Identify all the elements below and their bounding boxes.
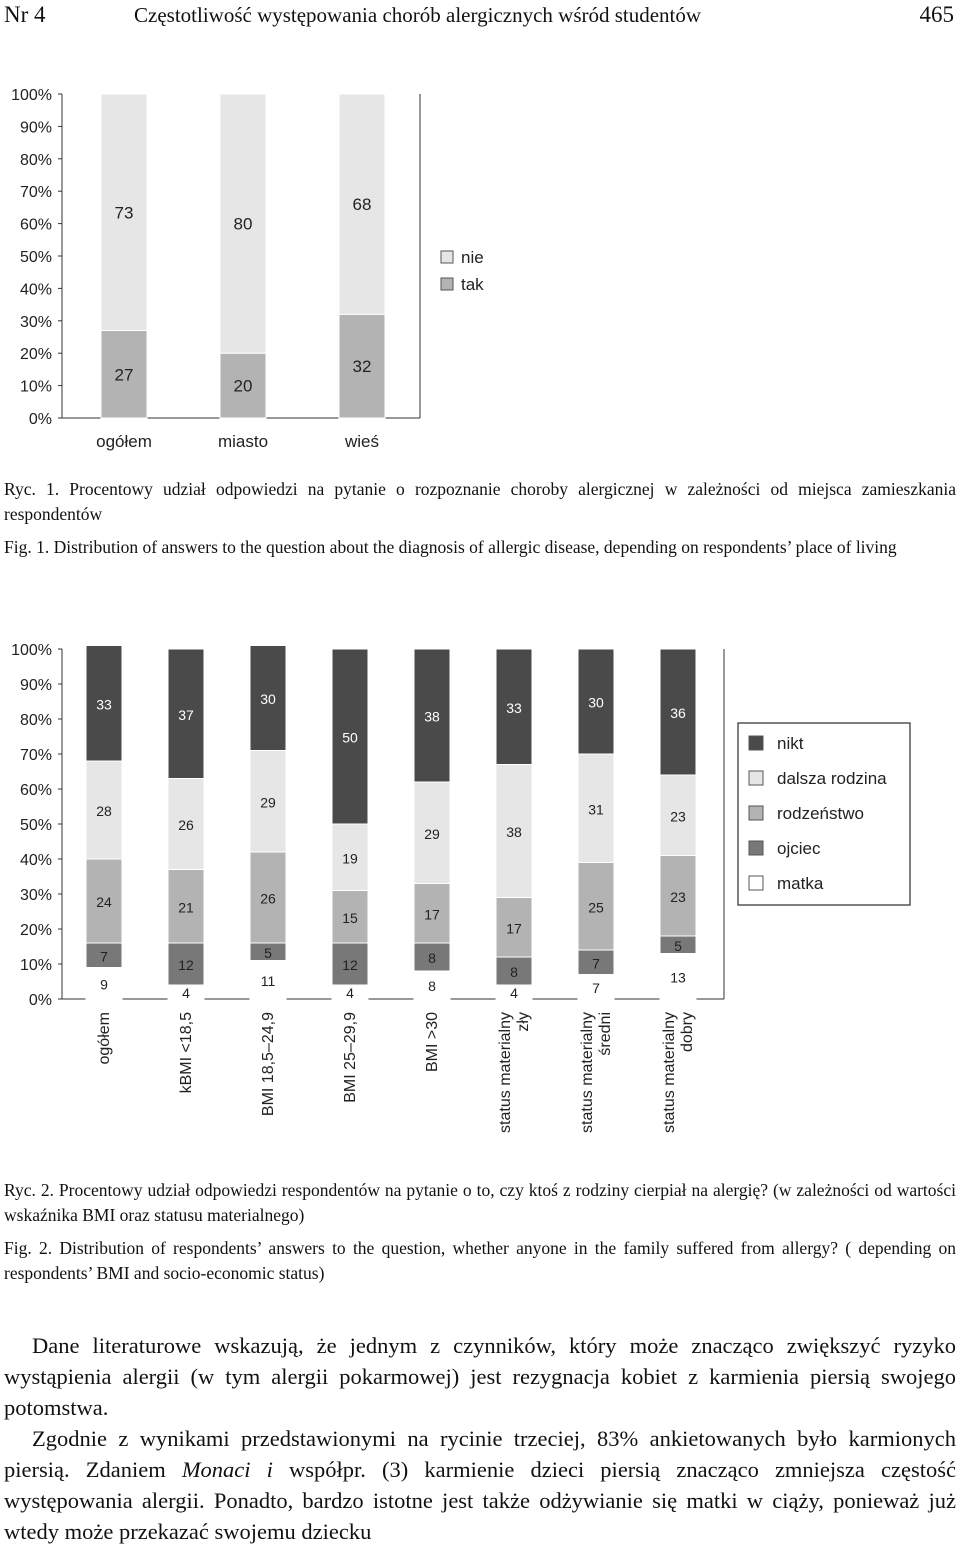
figure-1-caption-pl: Ryc. 1. Procentowy udział odpowiedzi na pytanie o rozpoznanie choroby alergicznej w zależności od miejsca zamieszkania respondentów: [4, 479, 956, 524]
x-tick-label: kBMI <18,5: [178, 1012, 195, 1094]
legend-swatch-matka: [749, 876, 763, 890]
data-label: 17: [506, 920, 522, 937]
data-label: 4: [346, 985, 354, 1001]
y-tick-label: 20%: [19, 346, 52, 364]
data-label: 30: [260, 691, 276, 707]
x-tick-label: BMI >30: [424, 1012, 441, 1073]
y-tick-label: 80%: [19, 712, 52, 729]
legend-swatch-tak: [441, 278, 453, 290]
y-tick-label: 70%: [19, 747, 52, 764]
data-label: 37: [178, 706, 194, 723]
x-tick-label: miasto: [217, 432, 269, 451]
legend-label-rodze-stwo: rodzeństwo: [777, 804, 864, 823]
data-label: 5: [674, 937, 682, 954]
author-name: Monaci i: [181, 1457, 273, 1482]
x-tick-label: status materialny: [579, 1012, 596, 1133]
data-label: 7: [592, 955, 600, 972]
legend-swatch-ojciec: [749, 841, 763, 855]
data-label: 25: [588, 899, 604, 916]
x-tick-label: status materialny: [661, 1012, 678, 1133]
data-label: 5: [264, 944, 272, 961]
data-label: 12: [178, 957, 194, 973]
data-label: 50: [342, 729, 358, 746]
data-label: 29: [424, 825, 440, 842]
y-tick-label: 0%: [28, 992, 52, 1009]
x-tick-label: średni: [597, 1012, 614, 1056]
legend-label-nie: nie: [461, 248, 484, 267]
data-label: 7: [100, 948, 108, 965]
y-tick-label: 10%: [19, 957, 52, 974]
data-label: 28: [96, 803, 112, 819]
x-tick-label: BMI 18,5–24,9: [260, 1012, 277, 1117]
y-tick-label: 100%: [11, 642, 52, 659]
x-tick-label: ogółem: [96, 1012, 113, 1065]
y-tick-label: 90%: [19, 119, 52, 137]
data-label: 8: [510, 964, 518, 980]
y-tick-label: 90%: [19, 677, 52, 694]
data-label: 68: [352, 195, 372, 215]
page-number: 465: [919, 2, 954, 27]
y-tick-label: 20%: [19, 922, 52, 939]
data-label: 13: [670, 969, 686, 986]
legend-swatch-rodze-stwo: [749, 806, 763, 820]
paragraph-1: Dane literaturowe wskazują, że jednym z czynników, który może znacząco zwiększyć ryzyko wystąpienia alergii (w tym alergii pokarmowej) jest rezygnacja kobiet z karmienia piersią swojego potomstwa.: [4, 1333, 956, 1420]
paragraph-2-start: Zgodnie z wynikami przedstawionymi na rycinie trzeciej, 83% ankietowanych było karmionych piersią. Zdaniem: [4, 1426, 956, 1482]
data-label: 26: [260, 890, 276, 907]
data-label: 80: [233, 214, 253, 234]
issue-number: Nr 4: [4, 2, 46, 27]
y-tick-label: 60%: [19, 216, 52, 234]
data-label: 30: [588, 694, 604, 711]
data-label: 7: [592, 979, 600, 996]
x-tick-label: wieś: [344, 432, 380, 451]
y-tick-label: 100%: [11, 87, 52, 104]
paragraph-2: [4, 1423, 956, 1547]
body-text: [4, 1330, 956, 1547]
data-label: 36: [670, 705, 686, 721]
data-label: 20: [233, 376, 253, 396]
y-tick-label: 30%: [19, 313, 52, 331]
data-label: 31: [588, 801, 604, 818]
x-tick-label: ogółem: [96, 432, 152, 451]
y-tick-label: 40%: [19, 281, 52, 299]
figure-2-caption-pl: Ryc. 2. Procentowy udział odpowiedzi respondentów na pytanie o to, czy ktoś z rodziny cierpiał na alergię? (w zależności od wartości wskaźnika BMI oraz statusu materialnego): [4, 1180, 956, 1225]
figure-1-chart: [0, 70, 530, 460]
running-header: [0, 0, 960, 40]
legend-label-dalsza-rodzina: dalsza rodzina: [777, 769, 887, 788]
running-title: Częstotliwość występowania chorób alergicznych wśród studentów: [134, 3, 702, 27]
legend-swatch-nikt: [749, 736, 763, 750]
data-label: 15: [342, 909, 358, 926]
data-label: 29: [260, 794, 276, 811]
legend-label-ojciec: ojciec: [777, 839, 821, 858]
data-label: 12: [342, 957, 358, 973]
data-label: 38: [506, 824, 522, 840]
data-label: 8: [428, 978, 436, 994]
legend-label-matka: matka: [777, 874, 824, 893]
x-tick-label: status materialny: [497, 1012, 514, 1133]
y-tick-label: 50%: [19, 249, 52, 266]
x-tick-label: BMI 25–29,9: [342, 1012, 359, 1103]
y-tick-label: 10%: [19, 378, 52, 396]
figure-1-caption-en: Fig. 1. Distribution of answers to the question about the diagnosis of allergic disease, depending on respondents’ place of living: [4, 537, 897, 557]
y-tick-label: 0%: [28, 411, 52, 428]
data-label: 23: [670, 888, 686, 905]
data-label: 24: [96, 894, 112, 910]
legend-label-nikt: nikt: [777, 734, 804, 753]
data-label: 33: [506, 699, 522, 716]
y-tick-label: 40%: [19, 852, 52, 869]
data-label: 4: [182, 985, 190, 1001]
legend-swatch-nie: [441, 251, 453, 263]
data-label: 8: [428, 950, 436, 966]
paragraph-2-end: współpr. (3) karmienie dzieci piersią znacząco zmniejsza częstość występowania alergii. Ponadto, bardzo istotne jest także odżywianie się matki w ciąży, ponieważ już wtedy może przekazać swojemu dziecku: [4, 1457, 956, 1544]
x-tick-label: dobry: [679, 1012, 696, 1053]
legend-label-tak: tak: [461, 275, 484, 294]
y-tick-label: 30%: [19, 887, 52, 904]
data-label: 9: [100, 976, 108, 993]
data-label: 27: [114, 365, 134, 385]
figure-2-chart: [0, 632, 960, 1167]
data-label: 73: [114, 203, 134, 223]
data-label: 11: [260, 972, 276, 989]
data-label: 17: [424, 906, 440, 923]
legend-swatch-dalsza-rodzina: [749, 771, 763, 785]
data-label: 19: [342, 850, 358, 867]
figure-2-caption-en: Fig. 2. Distribution of respondents’ answers to the question, whether anyone in the family suffered from allergy? ( depending on respondents’ BMI and socio-economic status): [4, 1238, 956, 1283]
y-tick-label: 60%: [19, 782, 52, 799]
y-tick-label: 80%: [19, 151, 52, 169]
data-label: 32: [352, 357, 372, 377]
y-tick-label: 50%: [19, 817, 52, 834]
y-tick-label: 70%: [19, 184, 52, 202]
data-label: 33: [96, 696, 112, 713]
x-tick-label: zły: [515, 1012, 532, 1032]
data-label: 21: [178, 899, 194, 916]
data-label: 4: [510, 985, 518, 1001]
data-label: 26: [178, 817, 194, 833]
data-label: 38: [424, 708, 440, 725]
data-label: 23: [670, 808, 686, 825]
